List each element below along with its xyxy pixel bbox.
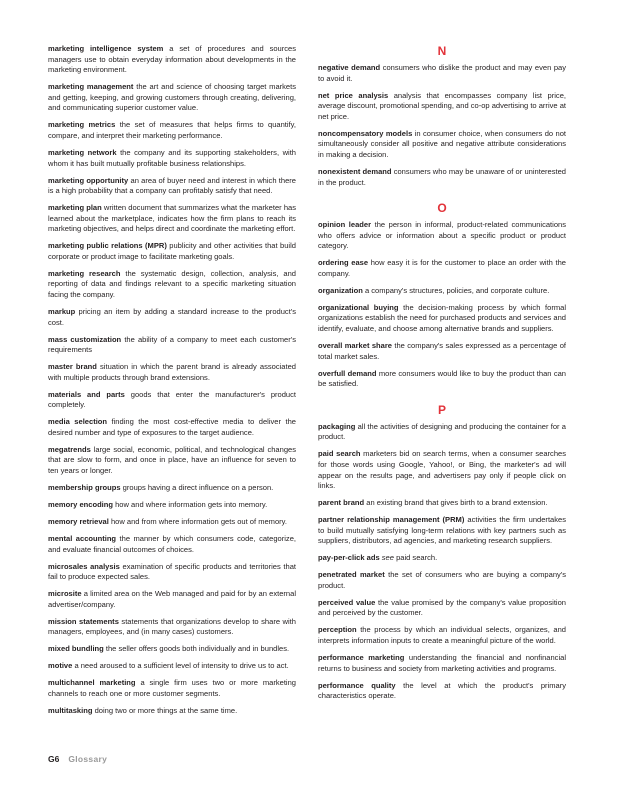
- entry-term: performance marketing: [318, 653, 405, 662]
- entry-definition: an existing brand that gives birth to a brand extension.: [366, 498, 548, 508]
- entry-term: marketing intelligence system: [48, 44, 164, 53]
- glossary-entry: [48, 661, 296, 672]
- entry-term: nonexistent demand: [318, 166, 392, 176]
- glossary-entry: [48, 534, 296, 555]
- glossary-entry: [318, 91, 566, 123]
- entry-definition: paid search.: [396, 553, 438, 563]
- entry-definition: consumers who dislike the product and may even pay to avoid it.: [318, 63, 566, 83]
- glossary-entry: [318, 449, 566, 491]
- glossary-entry: [318, 681, 566, 702]
- glossary-entry: [318, 341, 566, 362]
- entry-definition: the systematic design, collection, analysis, and reporting of data and findings relevant to a specific marketing situation facing the company.: [48, 268, 296, 300]
- section-letter-o: O: [437, 201, 447, 216]
- entry-term: overfull demand: [318, 368, 377, 378]
- entry-definition: activities the firm undertakes to build mutually satisfying long-term relations with key partners such as suppliers, distributors, ad agencies, and marketing research suppliers.: [318, 515, 566, 546]
- entry-definition: situation in which the parent brand is already associated with multiple products through brand extensions.: [48, 362, 296, 382]
- entry-definition: how easy it is for the customer to place an order with the company.: [318, 258, 567, 278]
- entry-term: perception: [318, 625, 357, 635]
- entry-term: marketing metrics: [48, 120, 116, 130]
- entry-term: negative demand: [318, 63, 381, 72]
- glossary-entry: [48, 617, 296, 638]
- glossary-entry: [318, 286, 566, 297]
- entry-definition: finding the most cost-effective media to deliver the desired number and type of exposures to the target audience.: [48, 417, 296, 437]
- entry-term: marketing network: [48, 147, 117, 157]
- glossary-entry: [48, 417, 296, 438]
- glossary-entry: [318, 258, 566, 279]
- entry-term: net price analysis: [318, 90, 389, 100]
- glossary-entry: [48, 269, 296, 301]
- entry-definition: groups having a direct influence on a person.: [122, 483, 274, 493]
- entry-definition: statements that organizations develop to share with managers, employees, and (in many cases) customers.: [48, 616, 296, 637]
- see-reference: see: [381, 553, 394, 563]
- entry-definition: all the activities of designing and producing the container for a product.: [318, 421, 566, 442]
- entry-term: multichannel marketing: [48, 678, 136, 688]
- entry-definition: consumers who may be unaware of or uninterested in the product.: [318, 166, 566, 187]
- entry-term: master brand: [48, 362, 97, 372]
- entry-term: microsite: [48, 589, 82, 599]
- entry-term: mass customization: [48, 334, 122, 344]
- glossary-entry: [48, 706, 296, 717]
- entry-definition: marketers bid on search terms, when a consumer searches for those words using Google, Yahoo!, or Bing, the marketer's ad will appear on the results page, and advertisers pay only if people click on links.: [318, 449, 566, 491]
- entry-definition: in consumer choice, when consumers do not simultaneously consider all positive and negative attribute considerations in making a decision.: [318, 128, 566, 159]
- entry-term: megatrends: [48, 444, 91, 454]
- glossary-entry: [318, 303, 566, 335]
- entry-definition: publicity and other activities that build corporate or product image to facilitate marketing goals.: [48, 241, 296, 261]
- entry-term: media selection: [48, 417, 108, 427]
- entry-term: organizational buying: [318, 302, 399, 312]
- section-letter-n: N: [437, 44, 447, 58]
- glossary-entry: [48, 445, 296, 477]
- glossary-entry: [318, 369, 566, 390]
- entry-term: marketing research: [48, 268, 121, 278]
- page-footer: [48, 754, 107, 764]
- entry-term: mixed bundling: [48, 644, 104, 654]
- entry-term: marketing opportunity: [48, 175, 129, 185]
- entry-definition: the ability of a company to meet each customer's requirements: [48, 334, 296, 355]
- entry-definition: the process by which an individual selects, organizes, and interprets information inputs to create a meaningful picture of the world.: [318, 625, 566, 646]
- glossary-entry: [318, 220, 566, 252]
- entry-definition: the level at which the product's primary characteristics operate.: [318, 680, 566, 701]
- entry-definition: understanding the financial and nonfinancial returns to business and society from marketing activities and programs.: [318, 653, 566, 673]
- entry-definition: a limited area on the Web managed and paid for by an external advertiser/company.: [48, 589, 296, 609]
- entry-definition: how and where information gets into memory.: [115, 500, 268, 510]
- section-label: Glossary: [68, 754, 108, 764]
- glossary-entry: [48, 483, 296, 494]
- entry-definition: more consumers would like to buy the product than can be satisfied.: [318, 368, 566, 389]
- entry-term: mental accounting: [48, 534, 117, 544]
- entry-definition: a company's structures, policies, and corporate culture.: [364, 285, 550, 295]
- entry-definition: the set of consumers who are buying a company's product.: [318, 570, 566, 590]
- glossary-entry: [318, 515, 566, 547]
- entry-definition: a single firm uses two or more marketing channels to reach one or more customer segments.: [48, 678, 296, 698]
- entry-term: mission statements: [48, 616, 119, 626]
- entry-definition: the manner by which consumers code, categorize, and evaluate financial outcomes of choices.: [48, 534, 296, 554]
- glossary-entry: [48, 241, 296, 262]
- entry-term: memory encoding: [48, 500, 113, 510]
- entry-definition: an area of buyer need and interest in which there is a high probability that a company can profitably satisfy that need.: [48, 175, 296, 196]
- entry-definition: the decision-making process by which formal organizations establish the need for purchased products and services and identify, evaluate, and choose among alternative brands and suppliers.: [318, 302, 566, 334]
- entry-term: organization: [318, 285, 363, 295]
- glossary-entry: [48, 517, 296, 528]
- entry-term: membership groups: [48, 483, 121, 493]
- entry-definition: how and from where information gets out of memory.: [110, 517, 287, 527]
- glossary-entry: [318, 553, 566, 564]
- glossary-entry: [48, 307, 296, 328]
- glossary-entry: [48, 203, 296, 235]
- page-number: G6: [48, 754, 60, 764]
- section-letter-p: P: [437, 402, 446, 417]
- entry-term: multitasking: [48, 705, 93, 715]
- glossary-entry: [48, 44, 296, 76]
- entry-definition: pricing an item by adding a standard increase to the product's cost.: [48, 307, 296, 327]
- glossary-entry: [48, 120, 296, 141]
- entry-definition: the company's sales expressed as a percentage of total market sales.: [318, 341, 567, 361]
- glossary-entry: [318, 498, 566, 509]
- glossary-entry: [318, 129, 566, 161]
- entry-term: noncompensatory models: [318, 128, 413, 138]
- entry-term: markup: [48, 307, 76, 316]
- glossary-entry: [48, 148, 296, 169]
- entry-term: packaging: [318, 421, 356, 431]
- glossary-entry: [318, 63, 566, 84]
- glossary-entry: [318, 598, 566, 619]
- glossary-entry: [48, 500, 296, 511]
- entry-definition: the company and its supporting stakeholders, with whom it has built mutually profitable business relationships.: [48, 147, 296, 168]
- glossary-entry: [48, 82, 296, 114]
- entry-term: overall market share: [318, 341, 392, 351]
- entry-definition: a set of procedures and sources managers use to obtain everyday information about developments in the marketing environment.: [48, 44, 296, 75]
- right-column: [318, 44, 566, 708]
- glossary-entry: [48, 390, 296, 411]
- entry-term: opinion leader: [318, 220, 372, 230]
- entry-definition: the set of measures that helps firms to quantify, compare, and interpret their marketing performance.: [48, 120, 296, 140]
- entry-definition: examination of specific products and territories that fail to produce expected sales.: [48, 561, 296, 582]
- entry-term: marketing management: [48, 82, 134, 92]
- entry-definition: analysis that encompasses company list price, average discount, promotional spending, and co-op advertising to arrive at net price.: [318, 90, 566, 121]
- glossary-entry: [48, 176, 296, 197]
- glossary-entry: [48, 335, 296, 356]
- entry-definition: the seller offers goods both individually and in bundles.: [105, 644, 290, 654]
- entry-term: ordering ease: [318, 258, 369, 268]
- entry-term: pay-per-click ads: [318, 553, 380, 563]
- entry-term: marketing public relations (MPR): [48, 241, 167, 251]
- glossary-entry: [48, 589, 296, 610]
- glossary-entry: [318, 422, 566, 443]
- entry-term: penetrated market: [318, 570, 385, 580]
- entry-definition: a need aroused to a sufficient level of intensity to drive us to act.: [74, 661, 289, 671]
- glossary-entry: [318, 625, 566, 646]
- glossary-entry: [318, 167, 566, 188]
- glossary-entry: [48, 562, 296, 583]
- entry-term: partner relationship management (PRM): [318, 515, 465, 525]
- entry-term: materials and parts: [48, 389, 125, 399]
- entry-definition: the art and science of choosing target markets and getting, keeping, and growing customers through creating, delivering, and communicating superior customer value.: [48, 82, 297, 113]
- entry-definition: written document that summarizes what the marketer has learned about the marketplace, indicates how the firm plans to reach its marketing objectives, and helps direct and coordinate the marketing effort.: [48, 203, 296, 234]
- entry-term: performance quality: [318, 680, 396, 690]
- glossary-entry: [48, 678, 296, 699]
- glossary-entry: [318, 653, 566, 674]
- entry-term: marketing plan: [48, 203, 102, 213]
- entry-term: paid search: [318, 449, 361, 459]
- left-column: [48, 44, 296, 723]
- entry-definition: the value promised by the company's value proposition and perceived by the customer.: [318, 597, 566, 618]
- entry-definition: the person in informal, product-related communications who offers advice or information about a specific product or product category.: [318, 220, 566, 251]
- entry-term: parent brand: [318, 498, 365, 508]
- glossary-entry: [48, 362, 296, 383]
- entry-definition: large social, economic, political, and technological changes that are slow to form, and once in place, have an influence for seven to ten years or longer.: [48, 444, 296, 476]
- entry-definition: goods that enter the manufacturer's product completely.: [48, 389, 296, 410]
- entry-term: microsales analysis: [48, 561, 120, 571]
- glossary-entry: [318, 570, 566, 591]
- glossary-entry: [48, 644, 296, 655]
- entry-definition: doing two or more things at the same time.: [94, 705, 238, 715]
- entry-term: motive: [48, 661, 73, 671]
- entry-term: perceived value: [318, 597, 376, 607]
- entry-term: memory retrieval: [48, 517, 109, 527]
